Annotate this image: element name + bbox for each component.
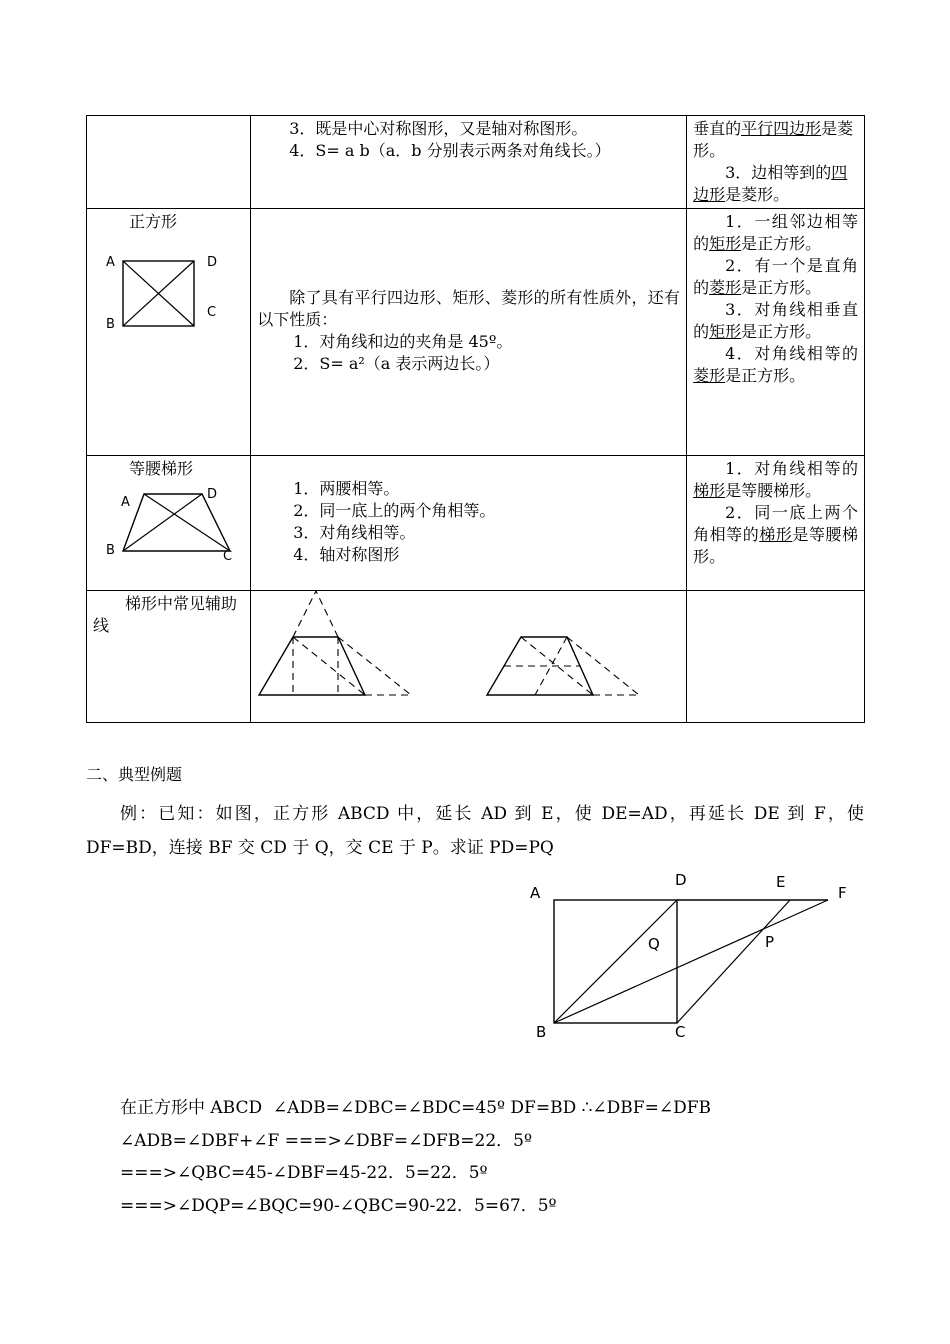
cell-square-criteria <box>687 209 865 456</box>
criterion-text: 3．对角线相垂直的矩形是正方形。 <box>693 300 858 341</box>
proof-line: 在正方形中 ABCD ∠ADB=∠DBC=∠BDC=45º DF=BD ∴∠DBF=∠DFB <box>120 1098 711 1118</box>
proof-line: ===>∠DQP=∠BQC=90-∠QBC=90-22．5=67．5º <box>120 1195 557 1216</box>
vertex-label-c: C <box>207 305 217 320</box>
table-row-trapezoid <box>87 456 865 591</box>
cell-square-properties <box>251 209 687 456</box>
property-text: 1．对角线和边的夹角是 45º。 <box>293 332 513 351</box>
point-label-c: C <box>675 1023 686 1041</box>
point-label-d: D <box>675 871 687 889</box>
point-label-p: P <box>765 933 775 951</box>
shape-title: 梯形中常见辅助线 <box>93 594 238 635</box>
cell-rhombus-properties <box>251 116 687 209</box>
property-text: 4．S= a b（a．b 分别表示两条对角线长。） <box>289 141 611 160</box>
properties-table <box>86 115 865 723</box>
table-row-rhombus <box>87 116 865 209</box>
property-text: 除了具有平行四边形、矩形、菱形的所有性质外，还有以下性质： <box>257 288 681 329</box>
cell-trapezoid-criteria <box>687 456 865 591</box>
proof-line: ===>∠QBC=45-∠DBF=45-22．5=22．5º <box>120 1163 488 1183</box>
trapezoid-diagram <box>93 482 237 562</box>
criterion-text: 2．同一底上两个角相等的梯形是等腰梯形。 <box>693 503 858 566</box>
cell-trapezoid-properties <box>251 456 687 591</box>
trapezoid-auxiliary-diagram <box>251 591 677 721</box>
cell-aux-figures <box>251 591 687 723</box>
property-text: 3．对角线相等。 <box>293 523 416 542</box>
vertex-label-c: C <box>223 549 233 562</box>
point-label-b: B <box>536 1023 547 1041</box>
property-text: 3．既是中心对称图形，又是轴对称图形。 <box>289 119 588 138</box>
geometry-figure <box>520 866 860 1061</box>
cell-rhombus-criteria <box>687 116 865 209</box>
point-label-a: A <box>530 884 541 902</box>
cell-trapezoid-figure <box>87 456 251 591</box>
criterion-text: 1．对角线相等的梯形是等腰梯形。 <box>693 459 858 500</box>
criterion-text: 垂直的平行四边形是菱形。 <box>693 119 854 160</box>
property-text: 4．轴对称图形 <box>293 545 400 564</box>
table-row-auxiliary-lines <box>87 591 865 723</box>
vertex-label-b: B <box>106 543 115 558</box>
proof-block <box>120 1092 711 1222</box>
criterion-text: 1．一组邻边相等的矩形是正方形。 <box>693 212 858 253</box>
criterion-text: 2．有一个是直角的菱形是正方形。 <box>693 256 858 297</box>
property-text: 2．S= a²（a 表示两边长。） <box>293 354 500 373</box>
cell-empty <box>87 116 251 209</box>
cell-empty <box>687 591 865 723</box>
shape-title: 正方形 <box>129 212 178 231</box>
shape-title: 等腰梯形 <box>129 459 194 478</box>
property-text: 1．两腰相等。 <box>293 479 400 498</box>
vertex-label-d: D <box>207 255 218 270</box>
example-problem: 例：已知：如图，正方形 ABCD 中，延长 AD 到 E，使 DE=AD，再延长 DE 到 F，使 DF=BD，连接 BF 交 CD 于 Q，交 CE 于 P。求证 PD=PQ <box>86 804 864 858</box>
square-diagram <box>93 241 237 351</box>
vertex-label-d: D <box>207 487 218 502</box>
vertex-label-b: B <box>106 317 115 332</box>
proof-line: ∠ADB=∠DBF+∠F ===>∠DBF=∠DFB=22．5º <box>120 1130 532 1151</box>
cell-aux-title <box>87 591 251 723</box>
criterion-text: 3．边相等到的四边形是菱形。 <box>693 163 848 204</box>
vertex-label-a: A <box>121 495 130 510</box>
point-label-q: Q <box>648 935 660 953</box>
vertex-label-a: A <box>106 255 115 270</box>
table-row-square <box>87 209 865 456</box>
cell-square-figure <box>87 209 251 456</box>
point-label-f: F <box>838 884 847 902</box>
point-label-e: E <box>776 873 786 891</box>
section-title: 二、典型例题 <box>86 765 183 784</box>
property-text: 2．同一底上的两个角相等。 <box>293 501 496 520</box>
criterion-text: 4．对角线相等的菱形是正方形。 <box>693 344 858 385</box>
